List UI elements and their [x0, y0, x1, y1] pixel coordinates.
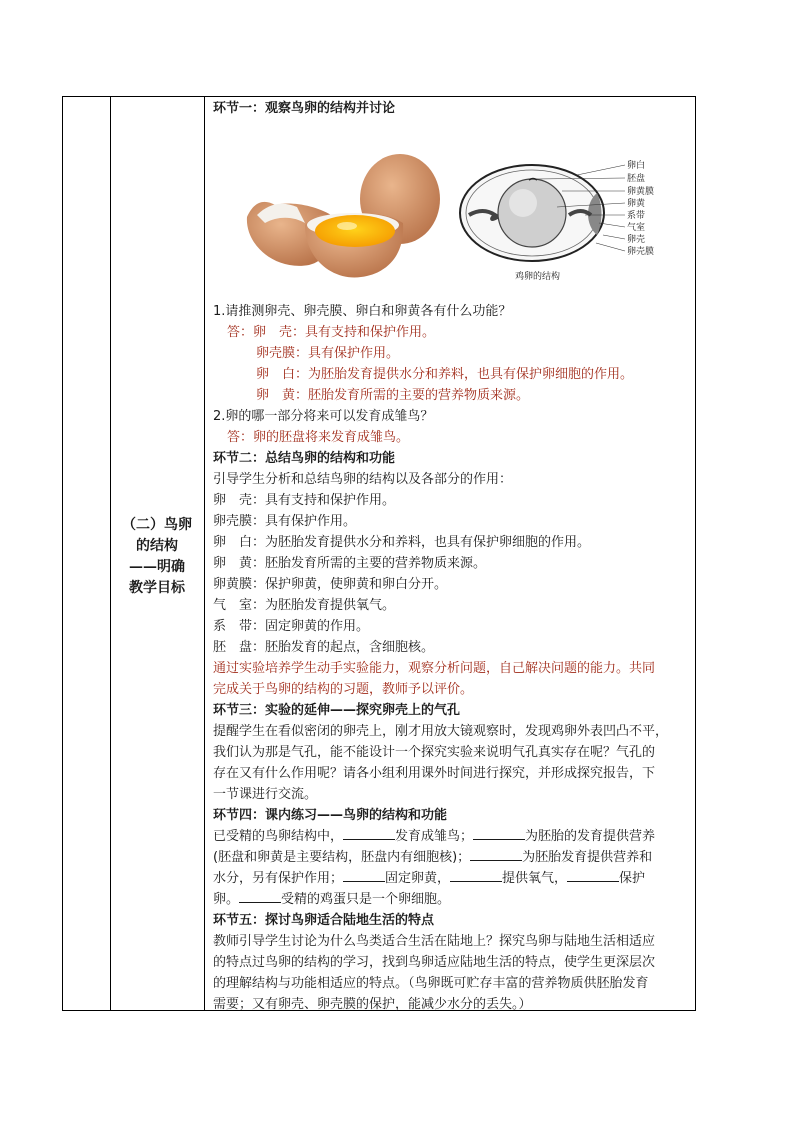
fill-blank[interactable] — [343, 827, 395, 840]
paragraph-line: 存在又有什么作用呢？请各小组利用课外时间进行探究，并形成探究报告，下 — [213, 766, 656, 781]
row-label — [112, 515, 202, 599]
column-divider-1 — [110, 97, 111, 1010]
row-label-line: ——明确 — [129, 559, 185, 575]
diagram-label: 胚盘 — [627, 174, 646, 184]
diagram-label: 卵壳膜 — [627, 247, 655, 257]
paragraph-line: 我们认为那是气孔，能不能设计一个探究实验来说明气孔真实存在呢？气孔的 — [213, 745, 656, 760]
structure-item: 卵 白：为胚胎发育提供水分和养料，也具有保护卵细胞的作用。 — [213, 535, 591, 550]
row-label-line: 教学目标 — [129, 580, 185, 596]
fill-blank[interactable] — [470, 848, 522, 861]
fill-blank[interactable] — [473, 827, 525, 840]
structure-item: 胚 盘：胚胎发育的起点，含细胞核。 — [213, 640, 435, 655]
exercise-text: 为胚胎发育提供营养和 — [522, 850, 653, 865]
answer-line: 卵壳膜：具有保护作用。 — [256, 346, 400, 361]
paragraph-line: 的特点过鸟卵的结构的学习，找到鸟卵适应陆地生活的特点，使学生更深层次 — [213, 955, 656, 970]
question-1: 1.请推测卵壳、卵壳膜、卵白和卵黄各有什么功能？ — [213, 304, 512, 319]
content-cell — [205, 97, 695, 1010]
answer-line: 答：卵的胚盘将来发育成雏鸟。 — [227, 430, 410, 445]
structure-item: 卵壳膜：具有保护作用。 — [213, 514, 357, 529]
section-1-title: 环节一：观察鸟卵的结构并讨论 — [213, 101, 396, 116]
section-4-title: 环节四：课内练习——鸟卵的结构和功能 — [213, 808, 448, 823]
section-2-intro: 引导学生分析和总结鸟卵的结构以及各部分的作用： — [213, 472, 513, 487]
diagram-label: 卵黄 — [627, 199, 646, 209]
lesson-table — [62, 96, 696, 1011]
exercise-text: 保护 — [619, 871, 646, 886]
structure-item: 卵 黄：胚胎发育所需的主要的营养物质来源。 — [213, 556, 487, 571]
answer-line: 答：卵 壳：具有支持和保护作用。 — [227, 325, 436, 340]
exercise-line — [213, 868, 691, 889]
paragraph-line: 的理解结构与功能相适应的特点。（鸟卵既可贮存丰富的营养物质供胚胎发育 — [213, 976, 649, 991]
diagram-label: 卵壳 — [627, 235, 646, 245]
goal-line: 通过实验培养学生动手实验能力，观察分析问题，自己解决问题的能力。共同 — [213, 661, 656, 676]
answer-line: 卵 黄：胚胎发育所需的主要的营养物质来源。 — [256, 388, 530, 403]
figure-area — [213, 97, 691, 283]
cracked-egg-photo — [235, 153, 447, 285]
structure-item: 系 带：固定卵黄的作用。 — [213, 619, 370, 634]
exercise-text: 发育成雏鸟； — [395, 829, 474, 844]
exercise-text: 提供氧气， — [502, 871, 568, 886]
section-3-title: 环节三：实验的延伸——探究卵壳上的气孔 — [213, 703, 461, 718]
question-2: 2.卵的哪一部分将来可以发育成雏鸟？ — [213, 409, 434, 424]
exercise-line — [213, 847, 691, 868]
structure-item: 卵 壳：具有支持和保护作用。 — [213, 493, 396, 508]
fill-blank[interactable] — [343, 869, 385, 882]
section-2-title: 环节二：总结鸟卵的结构和功能 — [213, 451, 396, 466]
fill-blank[interactable] — [450, 869, 502, 882]
fill-blank[interactable] — [567, 869, 619, 882]
row-label-line: 的结构 — [136, 538, 178, 554]
structure-item: 气 室：为胚胎发育提供氧气。 — [213, 598, 396, 613]
paragraph-line: 需要；又有卵壳、卵壳膜的保护，能减少水分的丢失。） — [213, 997, 532, 1012]
exercise-text: 固定卵黄， — [385, 871, 451, 886]
diagram-label: 卵黄膜 — [627, 187, 655, 197]
exercise-text: 水分，另有保护作用； — [213, 871, 344, 886]
diagram-label: 卵白 — [627, 161, 646, 171]
row-label-line: （二）鸟卵 — [122, 517, 192, 533]
structure-item: 卵黄膜：保护卵黄，使卵黄和卵白分开。 — [213, 577, 448, 592]
section-5-title: 环节五：探讨鸟卵适合陆地生活的特点 — [213, 913, 435, 928]
exercise-text: (胚盘和卵黄是主要结构，胚盘内有细胞核)； — [213, 850, 471, 865]
diagram-label: 系带 — [627, 211, 646, 221]
exercise-text: 卵。 — [213, 892, 240, 907]
egg-structure-diagram — [457, 153, 667, 285]
exercise-line — [213, 826, 691, 847]
diagram-caption: 鸡卵的结构 — [515, 272, 561, 282]
diagram-label: 气室 — [627, 223, 646, 233]
exercise-text: 受精的鸡蛋只是一个卵细胞。 — [281, 892, 451, 907]
exercise-text: 已受精的鸟卵结构中， — [213, 829, 344, 844]
paragraph-line: 提醒学生在看似密闭的卵壳上，刚才用放大镜观察时，发现鸡卵外表凹凸不平， — [213, 724, 669, 739]
goal-line: 完成关于鸟卵的结构的习题，教师予以评价。 — [213, 682, 474, 697]
exercise-text: 为胚胎的发育提供营养 — [525, 829, 656, 844]
paragraph-line: 一节课进行交流。 — [213, 787, 318, 802]
exercise-line — [213, 889, 691, 910]
fill-blank[interactable] — [239, 890, 281, 903]
answer-line: 卵 白：为胚胎发育提供水分和养料，也具有保护卵细胞的作用。 — [256, 367, 634, 382]
paragraph-line: 教师引导学生讨论为什么鸟类适合生活在陆地上？探究鸟卵与陆地生活相适应 — [213, 934, 656, 949]
